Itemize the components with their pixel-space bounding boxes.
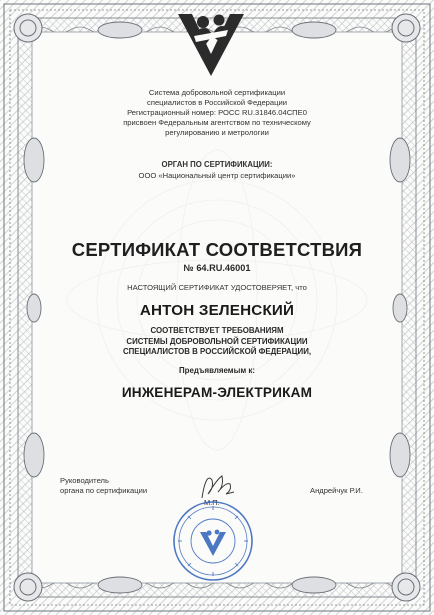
official-stamp-icon <box>172 500 254 582</box>
conformity-line: СПЕЦИАЛИСТОВ В РОССИЙСКОЙ ФЕДЕРАЦИИ, <box>122 347 312 356</box>
organ-title: ОРГАН ПО СЕРТИФИКАЦИИ: <box>161 160 273 169</box>
issuer-line: регулированию и метрологии <box>165 128 269 137</box>
conformity-line: СООТВЕТСТВУЕТ ТРЕБОВАНИЯМ <box>150 326 284 335</box>
certificate-number: № 64.RU.46001 <box>183 263 251 273</box>
issuer-line: присвоен Федеральным агентством по техническому <box>123 118 311 127</box>
signatory-role-line: Руководитель <box>60 476 109 485</box>
profession: ИНЖЕНЕРАМ-ЭЛЕКТРИКАМ <box>121 385 313 400</box>
signatory-name: Андрейчук Р.И. <box>310 486 363 495</box>
certification-logo-icon <box>174 6 248 78</box>
issuer-block <box>60 88 374 138</box>
conformity-block <box>60 326 374 358</box>
organ-name: ООО «Национальный центр сертификации» <box>138 171 296 180</box>
signatory-role <box>60 476 147 496</box>
holder-name: АНТОН ЗЕЛЕНСКИЙ <box>139 302 295 319</box>
seal-place-label: М.П. <box>204 498 220 507</box>
issuer-line: специалистов в Российской Федерации <box>147 98 287 107</box>
presented-label: Предъявляемым к: <box>179 366 255 375</box>
issuer-line: Регистрационный номер: РОСС RU.31846.04СПЕ0 <box>127 108 307 117</box>
issuer-line: Система добровольной сертификации <box>148 88 286 97</box>
signatory-role-line: органа по сертификации <box>60 486 148 495</box>
certificate-title: СЕРТИФИКАТ СООТВЕТСТВИЯ <box>71 239 363 260</box>
certificate-intro: НАСТОЯЩИЙ СЕРТИФИКАТ УДОСТОВЕРЯЕТ, что <box>127 283 307 292</box>
conformity-line: СИСТЕМЫ ДОБРОВОЛЬНОЙ СЕРТИФИКАЦИИ <box>126 336 308 346</box>
